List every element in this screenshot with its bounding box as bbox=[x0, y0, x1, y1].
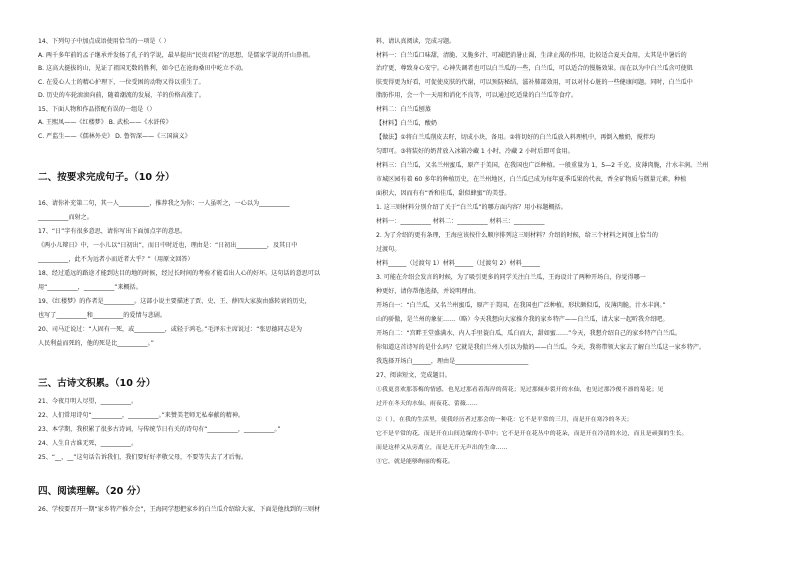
text-line: 过开在冬天的水仙、雨夜花、蕾薇…… bbox=[376, 401, 478, 407]
section-heading: 四、阅读理解。（20 分） bbox=[38, 486, 146, 497]
text-line: 【材料】白兰瓜，酸奶 bbox=[376, 120, 437, 127]
text-line: 16、请你补充第二句，其一人__________，推荐我之为你；一人虽听之，一心以为__________ bbox=[38, 200, 290, 207]
text-line: 脂肪作用，会一个一天用和消化不良等，可以通过吃适量的白兰瓜等食疗。 bbox=[376, 92, 578, 99]
text-line: 材料三：白兰瓜，又名兰州蜜瓜，原产于美国，在我国也广泛种植。一般重量为 1，5—2 千克，皮薄肉脆，汁水丰润。兰州 bbox=[376, 162, 709, 169]
text-line: 22、人们常用诗句“__________，__________。”来赞美老师无私奉献的精神。 bbox=[38, 412, 245, 419]
text-line: 材料一：白兰瓜口味甜，清脆、又脆多汁、可减肥消暑止渴，生津止渴的作用，比较适合夏天食用，太其是中暑后的 bbox=[376, 52, 687, 59]
text-line: 种更好，请你帮他选择，并说明理由。 bbox=[376, 288, 480, 295]
text-line: 25、“__，__”这句话告诉我们，我们要好好孝敬父母，不要等失去了才后悔。 bbox=[38, 454, 248, 461]
text-line: 过渡句。 bbox=[376, 246, 401, 253]
text-line: 《两小儿辩日》中，一小儿以“日初出”，而日中时近也，理由是：“日初出__________，及其日中 bbox=[38, 242, 298, 249]
text-line: 14、下列句子中加点成语使用恰当的一项是（ ） bbox=[38, 38, 170, 45]
section-heading: 三、古诗文积累。（10 分） bbox=[38, 378, 156, 389]
text-line: 17、“日”字有很多意思，请你写出下面加点字的意思。 bbox=[38, 228, 187, 235]
text-line: __________而射之。 bbox=[38, 214, 93, 221]
text-line: 材料______（过渡句 1）材料______（过渡句 2）材料______ bbox=[376, 260, 540, 267]
text-line: 市城区园有着 60 多年的种植历史，在兰州地区，白兰瓜已成为每年夏季瓜果的代表，香全矿物质与微量元素，种植 bbox=[376, 176, 687, 183]
text-line: __________，此不为远者小而近者大乎？”（用原文回答） bbox=[38, 256, 194, 263]
text-line: 27、阅读短文，完成题目。 bbox=[376, 372, 451, 379]
text-line: C. 在爱心人士的精心护理下，一位受困的动物又得以重生了。 bbox=[38, 79, 205, 86]
text-line: 24、人生自古谁无死，__________。 bbox=[38, 440, 138, 447]
text-line: 3. 可能在介绍会发言的时候，为了吸引更多的同学关注白兰瓜，王海设计了两种开场白，你觉得哪一 bbox=[376, 274, 646, 281]
text-line: 用“__________，__________”来概括。 bbox=[38, 284, 142, 291]
text-line: 人民利益而死的，他的死是比__________。” bbox=[38, 340, 154, 347]
text-line: B. 这高大挺拔的山，见证了祖国无数的胜利，如今已在沧海桑田中屹立不动。 bbox=[38, 65, 248, 72]
text-line: 20、司马迁说过：“人固有一死，或__________，或轻于鸿毛。”毛泽东主席说过：“张思德同志是为 bbox=[38, 326, 303, 333]
text-line: 匀即可。③将装好的奶昔放入冰箱冷藏 1 小时，冷藏 2 小时后即可食用。 bbox=[376, 148, 574, 155]
text-line: 治疗更，尊致身心安宁。心神失调者也可以白兰瓜的一些，白兰瓜，可以适合的慢肠效果。而在以为中白兰瓜含可使肌 bbox=[376, 65, 693, 72]
text-line: 料，请认真阅读，完成习题。 bbox=[376, 38, 456, 45]
text-line: 15、下面人物和作品搭配有误的一组是（） bbox=[38, 106, 156, 113]
section-heading: 二、按要求完成句子。（10 分） bbox=[38, 172, 175, 183]
text-line: 26、学校要召开一期“家乡特产推介会”，王海同学想把家乡的白兰瓜介绍给大家，下面是他找到的三则材 bbox=[38, 506, 321, 513]
text-line: 23、本学期，我积累了很多古诗词，与传统节日有关的诗句有“__________，__________。” bbox=[38, 426, 281, 433]
text-line: 开场白一：“白兰瓜，又名兰州蜜瓜，原产于美国，在我国也广泛种植，形状颇似瓜，皮薄肉脆，汁水丰润。” bbox=[376, 302, 666, 309]
text-line: 而是这样又从旁离立，而是无开无声出的生命…… bbox=[376, 445, 508, 451]
text-line: 2. 为了介绍的更有条理，王海应该按什么顺序排列这三则材料？介绍的时候，给三个材料之间加上恰当的 bbox=[376, 232, 658, 239]
text-line: D. 历史的车轮滚滚向前，随着潮流的发展，羊的价格高涨了。 bbox=[38, 92, 206, 99]
text-line: 材料一：__________ 材料二：__________ 材料三：__________ bbox=[376, 218, 545, 225]
text-line: 【做法】①将白兰瓜削皮去籽，切成小块，备用。②将切好的白兰瓜放入料理机中，再倒入酸奶，搅拌均 bbox=[376, 134, 656, 141]
text-line: A. 两千多年前的孟子继承并发扬了孔子的学说，最早提出“民贵君轻”的思想，是儒家学说的开山鼻祖。 bbox=[38, 52, 315, 59]
text-line: 我选择开场白______，理由是________________________ bbox=[376, 358, 529, 365]
text-line: C. 严监生——《儒林外史》 D. 鲁智深——《三国演义》 bbox=[38, 133, 191, 140]
text-line: 开场白二：“宫畔王堂盛满水，内人手里蓑白瓜，瓜白而大，甜如蜜……”今天，我想介绍自己的家乡特产白兰瓜。 bbox=[376, 330, 681, 337]
text-line: 它不是平常的花，而是开在山间边缘的小草中；它不是开在花丛中的花朵，而是开在冷清的水边，而且是顽强的生长。 bbox=[376, 431, 688, 437]
text-line: 山的骄傲，是兰州的象征……（略）今天我想向大家推介我的家乡特产——白兰瓜，请大家一起听我介绍吧。 bbox=[376, 316, 669, 323]
text-line: ③它，就是能够绚丽的梅花。 bbox=[376, 459, 454, 465]
text-line: A. 王熙凤——《红楼梦》 B. 武松——《水浒传》 bbox=[38, 119, 172, 126]
text-line: 肤变得更为好看，可促使皮肤的代谢，可以预防秘结，滋补肺部效用，可以对付心脏的一些健康问题。同时，白兰瓜中 bbox=[376, 79, 693, 86]
text-line: 你知道这首诗写的是什么吗？它就是我们兰州人引以为傲的——白兰瓜。今天，我将带领大家去了解白兰瓜这一家乡特产。 bbox=[376, 344, 706, 351]
text-line: 材料二：白兰瓜刨蒸 bbox=[376, 106, 431, 113]
text-line: ①我更喜欢那茶梅的情感，也见过那看着海岸的荷花；见过那倾步裂开的水仙，也见过那冷俊不凛的菊花；见 bbox=[376, 387, 664, 393]
text-line: 19、《红楼梦》的作者是__________。这部小说主要描述了贾、史、王、薛四大家族由盛转衰的历史， bbox=[38, 298, 311, 305]
text-line: 21、今夜月明人尽望，__________。 bbox=[38, 398, 138, 405]
text-line: ②（ ），在我的生活里，使我经历者过那会的一种花：它不是平常的三月，而是开在寒冷的冬天； bbox=[376, 417, 633, 423]
text-line: 也写了__________和__________的爱情与悲剧。 bbox=[38, 312, 166, 319]
text-line: 18、经过遥远的路途才能到达目的地的时候，经过长时间的考验才能看出人心的好坏。这句话的意思可以 bbox=[38, 270, 320, 277]
text-line: 面积大，因而有有“香和佳瓜，甜似蜂蜜”的美誉。 bbox=[376, 190, 511, 197]
text-line: 1. 这三则材料分别介绍了关于“白兰瓜”的哪方面内容？用小标题概括。 bbox=[376, 204, 567, 211]
